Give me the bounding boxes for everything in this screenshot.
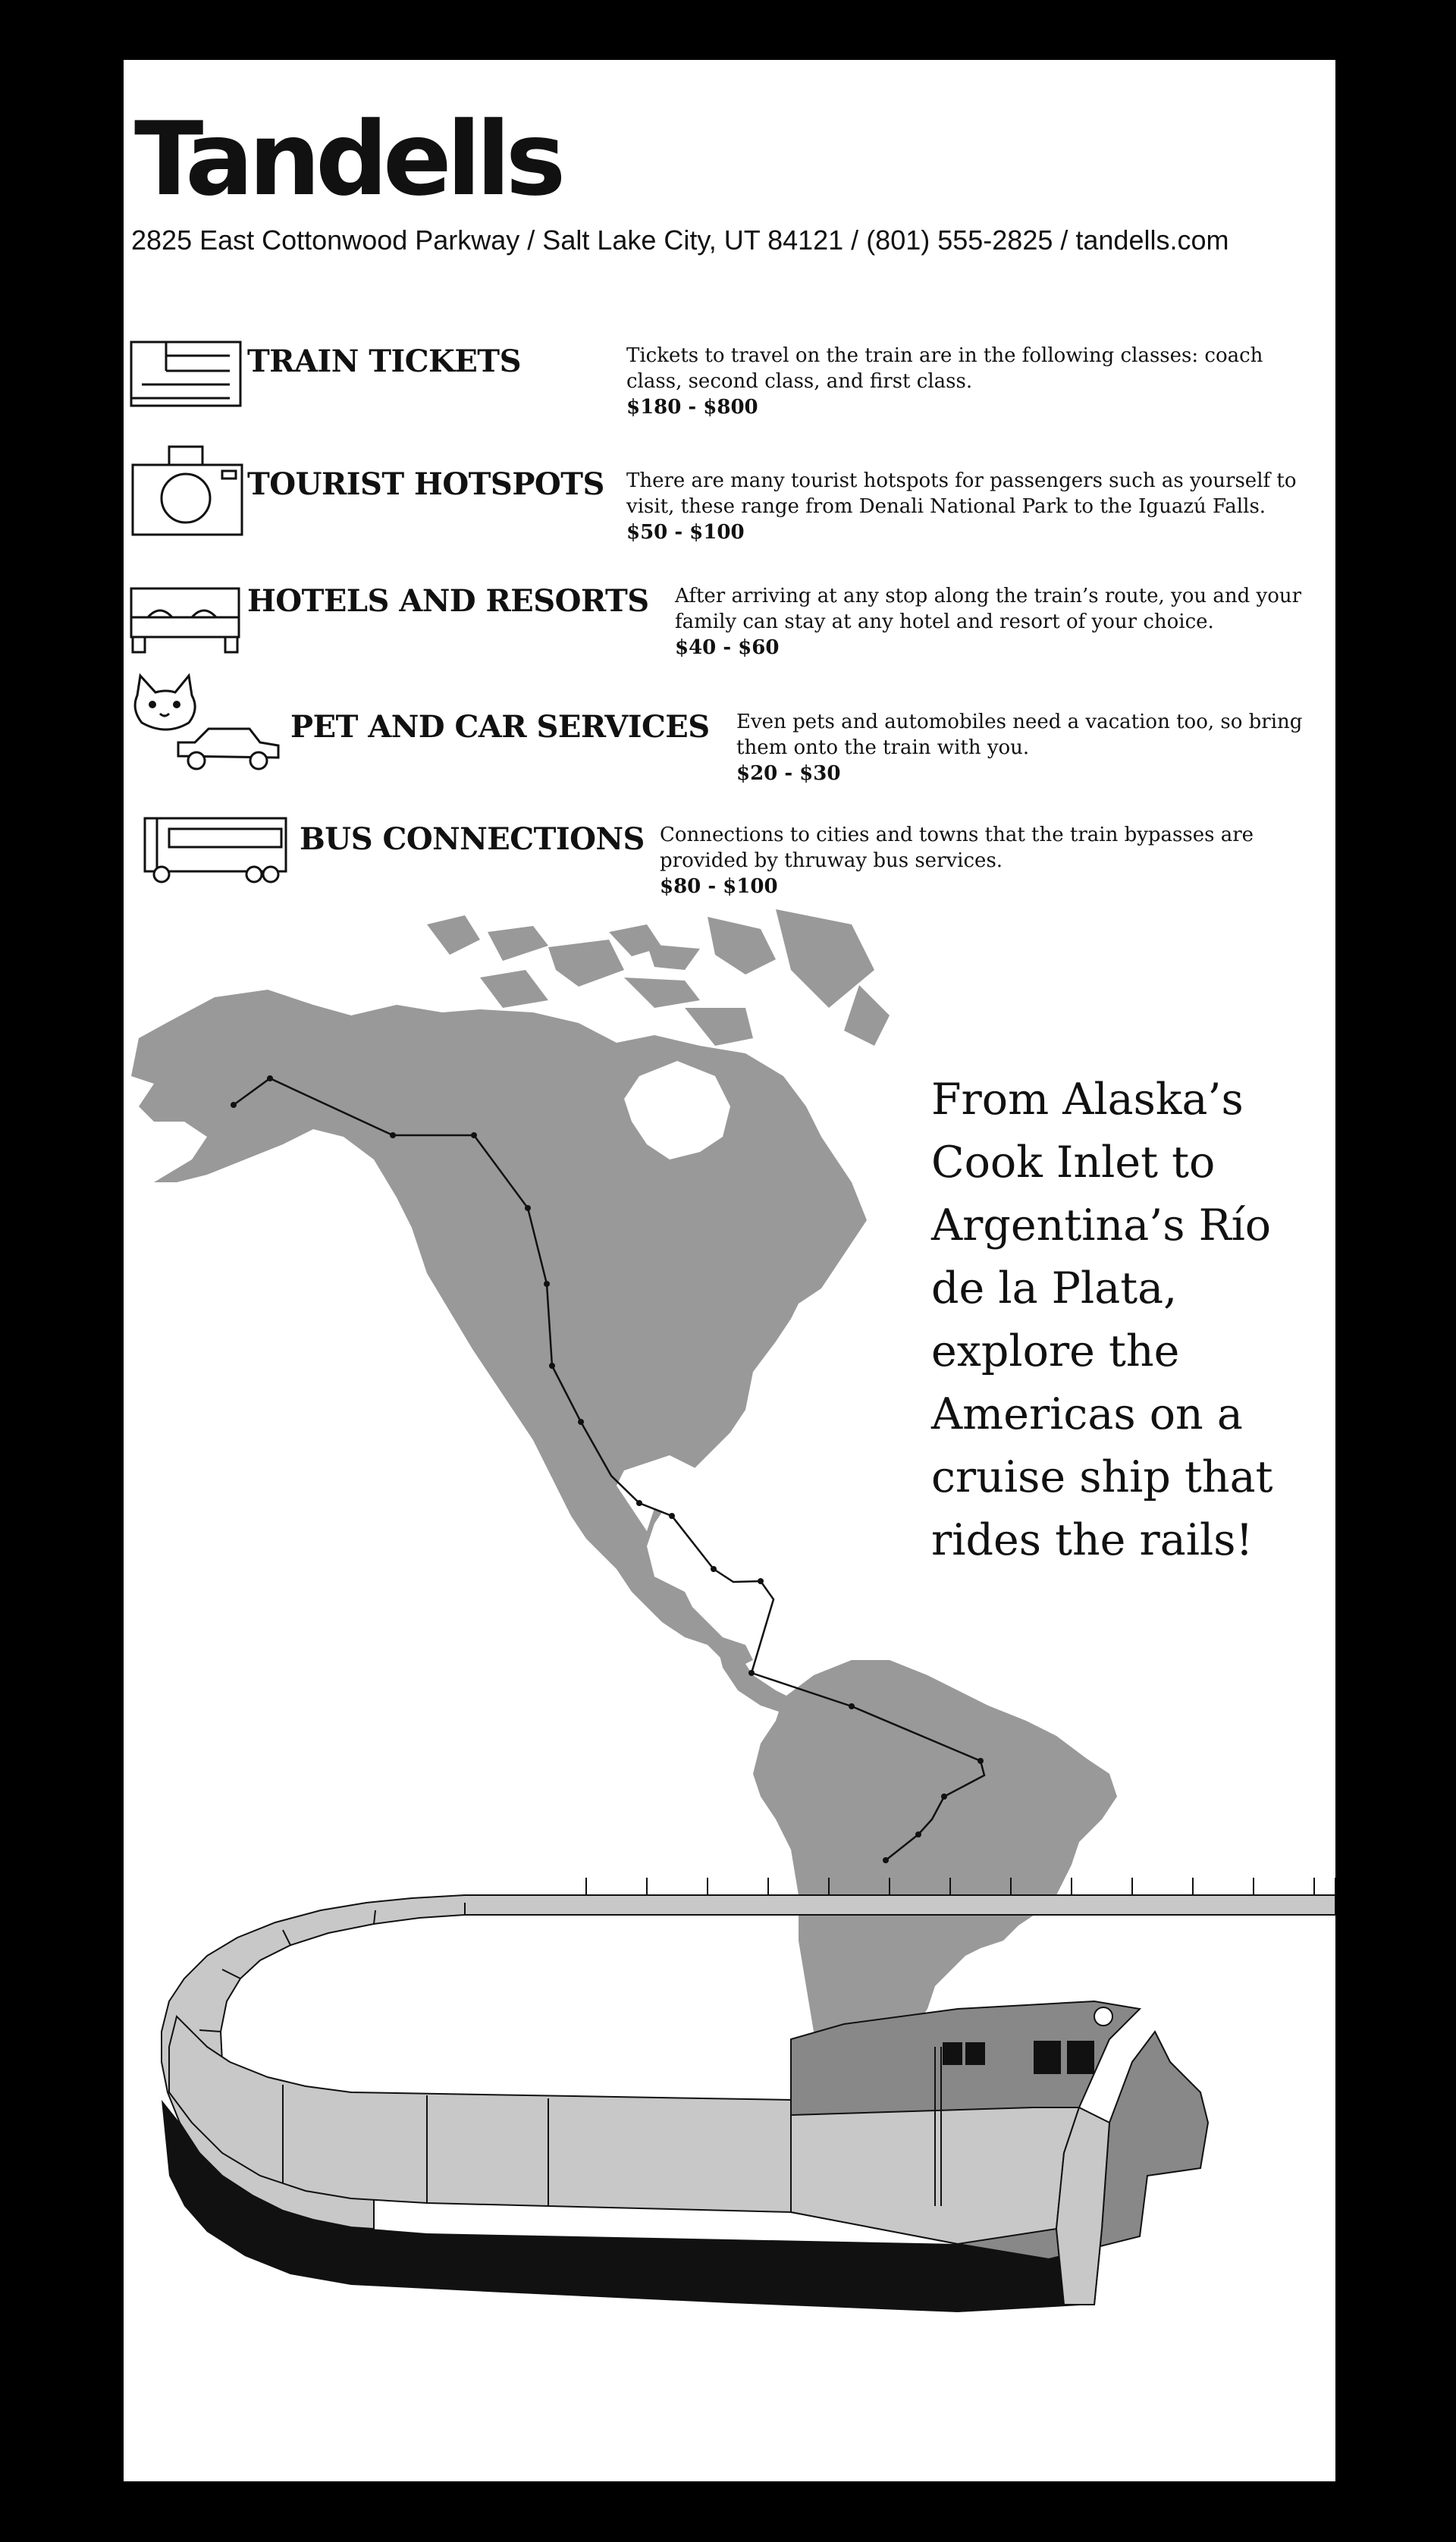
poster-panel: [124, 60, 1335, 2481]
service-description: Tickets to travel on the train are in the following classes: coach class, second class, and first class.: [626, 344, 1263, 393]
service-description: Even pets and automobiles need a vacation too, so bring them onto the train with you.: [736, 711, 1303, 759]
service-description: There are many tourist hotspots for passengers such as yourself to visit, these range from Denali National Park to the Iguazú Falls.: [626, 469, 1297, 518]
service-price: $50 - $100: [626, 521, 745, 544]
service-price: $40 - $60: [675, 636, 780, 659]
contact-address: 2825 East Cottonwood Parkway / Salt Lake City, UT 84121 / (801) 555-2825 / tandells.com: [131, 224, 1229, 256]
service-price: $180 - $800: [626, 396, 758, 419]
locomotive-headlight: [1094, 2007, 1112, 2026]
service-title-tourist-hotspots: TOURIST HOTSPOTS: [247, 466, 604, 502]
north-america-shape: [131, 990, 867, 1668]
service-price: $80 - $100: [660, 875, 778, 898]
service-description: After arriving at any stop along the train’s route, you and your family can stay at any hotel and resort of your choice.: [675, 585, 1302, 633]
service-title-hotels-resorts: HOTELS AND RESORTS: [247, 583, 649, 619]
service-title-train-tickets: TRAIN TICKETS: [247, 344, 521, 379]
tagline: From Alaska’s Cook Inlet to Argentina’s Río de la Plata, explore the Americas on a cruise ship that rides the rails!: [931, 1075, 1273, 1565]
service-description: Connections to cities and towns that the train bypasses are provided by thruway bus services.: [660, 824, 1254, 872]
service-title-pet-car: PET AND CAR SERVICES: [290, 709, 710, 745]
service-title-bus-connections: BUS CONNECTIONS: [300, 821, 645, 857]
service-price: $20 - $30: [736, 762, 841, 785]
brand-logo: Tandells: [134, 100, 561, 218]
